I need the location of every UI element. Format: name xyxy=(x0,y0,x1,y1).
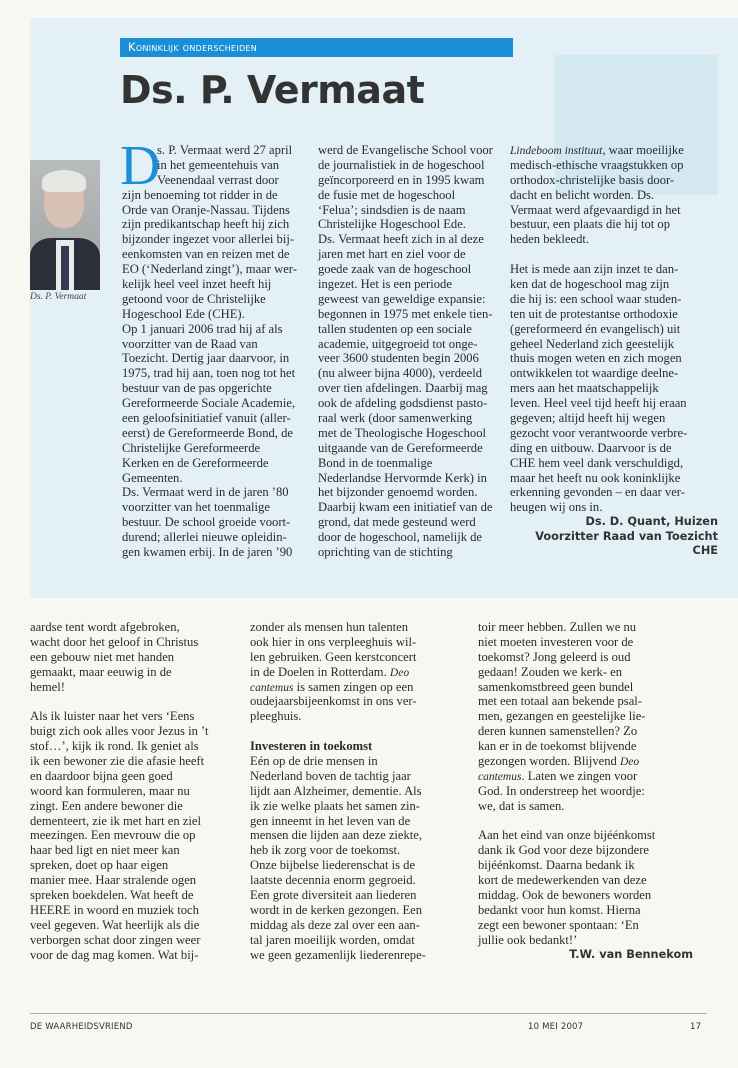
text-line: meezingen. Een mevrouw die op xyxy=(30,828,196,843)
text-line: Het is mede aan zijn inzet te dan- xyxy=(510,262,679,277)
text-line: Christelijke Gereformeerde xyxy=(122,440,261,455)
paragraph-block xyxy=(318,143,503,560)
text-line: heden bekleedt. xyxy=(510,232,590,247)
text-line xyxy=(250,665,460,680)
text-line xyxy=(30,694,235,709)
paragraph-block xyxy=(510,143,718,515)
text-line: Bond in de toenmalige xyxy=(318,455,433,470)
text-line: orthodox-christelijke basis door- xyxy=(510,172,675,187)
text-line: de fusie met de hogeschool xyxy=(318,187,456,202)
text-line: Op 1 januari 2006 trad hij af als xyxy=(122,321,283,336)
text-line: zegt een bewoner spontaan: ‘En xyxy=(478,917,639,932)
text-line: een gebouw niet met handen xyxy=(30,649,175,664)
text-line: grond, dat mede gesteund werd xyxy=(318,515,476,530)
italic-text: cantemus xyxy=(250,681,294,694)
text-line: medisch-ethische vraagstukken op xyxy=(510,157,684,172)
text-line: in het gemeentehuis van xyxy=(157,157,280,172)
text-line: durend; allerlei nieuwe opleidin- xyxy=(122,530,287,545)
text-line: laatste decennia enorm gegroeid. xyxy=(250,873,416,888)
text-line: buigt zich ook alles voor Jezus in ’t xyxy=(30,724,209,739)
text-line: Een grote diversiteit aan liederen xyxy=(250,888,417,903)
text-line: Orde van Oranje-Nassau. Tijdens xyxy=(122,202,290,217)
photo-tie xyxy=(61,246,69,290)
text-line: kan er in de toekomst blijvende xyxy=(478,739,637,754)
text-line: heugen wij ons in. xyxy=(510,500,603,515)
text-line: pleeghuis. xyxy=(250,709,302,724)
text-line xyxy=(510,143,718,158)
italic-text: Deo xyxy=(620,756,640,769)
text-line: tallen studenten op een sociale xyxy=(318,321,472,336)
text-line xyxy=(478,754,693,769)
text-line xyxy=(250,739,460,754)
text-line: Ds. Vermaat heeft zich in al deze xyxy=(318,232,484,247)
text-line: bestuur. De school groeide voort- xyxy=(122,515,291,530)
text-line: (gereformeerd én evangelisch) uit xyxy=(510,321,681,336)
text-line: CHE hem veel dank verschuldigd, xyxy=(510,455,684,470)
text-line: bestuur, een plaats die hij tot op xyxy=(510,217,671,232)
text-line: eenkomsten van en reizen met de xyxy=(122,247,290,262)
text-line: academie, uitgegroeid tot onge- xyxy=(318,336,478,351)
page-title: Ds. P. Vermaat xyxy=(120,68,425,112)
text-line: dacht en belicht worden. Ds. xyxy=(510,187,655,202)
text-line: God. In onderstreep het woordje: xyxy=(478,783,645,798)
signature-line: Ds. D. Quant, Huizen xyxy=(585,515,718,529)
drop-cap: D xyxy=(120,135,161,197)
text-line: verborgen schat door zingen weer xyxy=(30,932,201,947)
bottom-column-3 xyxy=(478,620,693,962)
text-line: jullie ook bedankt!’ xyxy=(478,932,578,947)
text-line: spreken boekdelen. Wat heeft de xyxy=(30,888,194,903)
text-line: zijn benoeming tot ridder in de xyxy=(122,187,278,202)
portrait-photo xyxy=(30,160,100,290)
text-line: werd de Evangelische School voor xyxy=(318,143,493,157)
text-line: bijzonder ingezet voor allerlei bij- xyxy=(122,232,295,247)
text-line: Gereformeerde Sociale Academie, xyxy=(122,396,296,411)
text-line: uitgaande van de Gereformeerde xyxy=(318,440,483,455)
text-line: Veenendaal verrast door xyxy=(157,172,279,187)
text-line: bedankt voor hun komst. Hierna xyxy=(478,902,641,917)
text-line: begonnen in 1975 met enkele tien- xyxy=(318,306,493,321)
text-line: voorzitter van de Raad van xyxy=(122,336,258,351)
page-number: 17 xyxy=(690,1022,702,1032)
text-line: mers aan het maatschappelijk xyxy=(510,381,659,396)
text-line: samenkomstbreed geen bundel xyxy=(478,679,634,694)
text-line: ik een bewoner zie die afasie heeft xyxy=(30,754,205,769)
text-line: 1975, trad hij aan, toen nog tot het xyxy=(122,366,296,381)
text-line: Gemeenten. xyxy=(122,470,183,485)
photo-hair xyxy=(42,170,86,192)
text-line: middag. Ook de bewoners worden xyxy=(478,888,652,903)
text-line: voor de dag mag komen. Wat bij- xyxy=(30,947,199,962)
text-line: middag als deze zal over een aan- xyxy=(250,917,420,932)
subheading: Investeren in toekomst xyxy=(250,739,373,754)
text-line: dementeert, zie ik met hart en ziel xyxy=(30,813,201,828)
text-line: gen inneemt in het leven van de xyxy=(250,813,411,828)
text-line: Eén op de drie mensen in xyxy=(250,754,378,769)
signature-line: Voorzitter Raad van Toezicht xyxy=(535,529,718,543)
text-line xyxy=(510,247,718,262)
text-line: spreken, doet op haar eigen xyxy=(30,858,169,873)
text-line: thuis mogen weten en zich mogen xyxy=(510,351,682,366)
signature-line: CHE xyxy=(692,544,718,558)
text-line: manier mee. Haar stralende ogen xyxy=(30,873,197,888)
text-line xyxy=(250,724,460,739)
footer-publication: DE WAARHEIDSVRIEND xyxy=(30,1022,133,1032)
text-line: en daardoor bijna geen goed xyxy=(30,768,173,783)
text-line: getoond voor de Christelijke xyxy=(122,291,266,306)
text-line: voorzitter van het toenmalige xyxy=(122,500,270,515)
text-line: kelijk heel veel inzet heeft hij xyxy=(122,277,272,292)
text-line: deren kunnen samenstellen? Zo xyxy=(478,724,638,739)
text-line: EO (‘Nederland zingt’), maar wer- xyxy=(122,262,297,277)
text-line: gegeven; altijd heeft hij wegen xyxy=(510,411,666,426)
text-line: we geen gezamenlijk liederenrepe- xyxy=(250,947,426,962)
text-line: aardse tent wordt afgebroken, xyxy=(30,620,180,634)
text-line: die hij is: een school waar studen- xyxy=(510,291,682,306)
text-line: zingt. Een andere bewoner die xyxy=(30,798,183,813)
text-line: ten uit de protestantse orthodoxie xyxy=(510,306,678,321)
text-line: Onze bijbelse liederenschat is de xyxy=(250,858,416,873)
text-line: bestuur van de pas opgerichte xyxy=(122,381,272,396)
text-line: de journalistiek in de hogeschool xyxy=(318,157,485,172)
text-segment: is samen zingen op een xyxy=(293,679,414,694)
text-line: Vermaat werd afgevaardigd in het xyxy=(510,202,681,217)
signature xyxy=(510,515,718,559)
text-line xyxy=(478,814,693,829)
italic-text: cantemus xyxy=(478,770,522,783)
bottom-column-1 xyxy=(30,620,235,962)
text-line: s. P. Vermaat werd 27 april xyxy=(157,143,293,157)
text-line: dank ik God voor deze bijzondere xyxy=(478,843,650,858)
text-line: we, dat is samen. xyxy=(478,798,565,813)
paragraph-block xyxy=(30,620,235,962)
section-kicker: Koninklijk onderscheiden xyxy=(120,38,513,57)
text-segment: . Laten we zingen voor xyxy=(521,768,638,783)
text-line: oprichting van de stichting xyxy=(318,545,453,560)
italic-text: Lindeboom instituut xyxy=(510,145,603,157)
text-line: mensen die lijden aan deze ziekte, xyxy=(250,828,423,843)
text-line: met een totaal aan bekende psal- xyxy=(478,694,642,709)
text-line: zonder als mensen hun talenten xyxy=(250,620,409,634)
text-line: hemel! xyxy=(30,679,65,694)
text-line: woord kan formuleren, maar nu xyxy=(30,783,190,798)
text-line: lijdt aan Alzheimer, dementie. Als xyxy=(250,783,422,798)
text-line: Kerken en de Gereformeerde xyxy=(122,455,269,470)
text-line: met de Theologische Hogeschool xyxy=(318,425,486,440)
text-line: raal werk (door samenwerking xyxy=(318,411,473,426)
text-line: maar het heeft nu ook koninklijke xyxy=(510,470,681,485)
text-segment: in de Doelen in Rotterdam. xyxy=(250,664,390,679)
text-segment: gezongen worden. Blijvend xyxy=(478,754,620,769)
text-line: een geloofsinitiatief vanuit (aller- xyxy=(122,411,291,426)
text-line: heb ik zorg voor de toekomst. xyxy=(250,843,401,858)
text-line: niet moeten investeren voor de xyxy=(478,634,634,649)
signature xyxy=(478,948,693,963)
text-line: erkenning gevonden – en daar ver- xyxy=(510,485,685,500)
paragraph-block xyxy=(120,135,307,560)
text-segment: , waar moeilijke xyxy=(602,143,684,157)
top-column-2 xyxy=(318,143,503,560)
text-line: (nu alweer bijna 4000), verdeeld xyxy=(318,366,483,381)
photo-caption: Ds. P. Vermaat xyxy=(30,292,87,302)
paragraph-block xyxy=(478,620,693,948)
text-line: stof…’, kijk ik rond. Ik geniet als xyxy=(30,739,199,754)
text-line: haar bed ligt en niet meer kan xyxy=(30,843,180,858)
text-line: Christelijke Hogeschool Ede. xyxy=(318,217,466,232)
text-line: toekomst? Jong geleerd is oud xyxy=(478,649,631,664)
text-line: toir meer hebben. Zullen we nu xyxy=(478,620,637,634)
text-line xyxy=(478,769,693,784)
top-column-1 xyxy=(120,135,307,560)
text-line: Toezicht. Dertig jaar daarvoor, in xyxy=(122,351,290,366)
text-line: jaren met hart en ziel voor de xyxy=(318,247,466,262)
text-line: len gebruiken. Geen kerstconcert xyxy=(250,649,417,664)
text-line: door de hogeschool, namelijk de xyxy=(318,530,483,545)
text-line: HEERE in woord en muziek toch xyxy=(30,902,199,917)
top-column-3 xyxy=(510,143,718,559)
text-line: over tien afdelingen. Daarbij mag xyxy=(318,381,488,396)
signature-line: T.W. van Bennekom xyxy=(569,947,693,961)
text-line: oudejaarsbijeenkomst in ons ver- xyxy=(250,694,417,709)
text-line: gedaan! Zouden we kerk- en xyxy=(478,664,623,679)
text-line: wordt in de kerken gezongen. Een xyxy=(250,902,423,917)
text-line: goede zaak van de hogeschool xyxy=(318,262,472,277)
text-line: ingezet. Het is een periode xyxy=(318,277,452,292)
text-line: veer 3600 studenten begin 2006 xyxy=(318,351,479,366)
footer-date: 10 MEI 2007 xyxy=(528,1022,584,1032)
text-line: gezocht voor verantwoorde verbre- xyxy=(510,425,688,440)
text-line: ook de afdeling godsdienst pasto- xyxy=(318,396,488,411)
text-line xyxy=(250,680,460,695)
text-line: veel gegeven. Wat heerlijk als die xyxy=(30,917,200,932)
text-line: ook hier in ons verpleeghuis wil- xyxy=(250,634,417,649)
text-line: wacht door het geloof in Christus xyxy=(30,634,199,649)
text-line: Ds. Vermaat werd in de jaren ’80 xyxy=(122,485,289,500)
text-line: leven. Heel veel tijd heeft hij eraan xyxy=(510,396,687,411)
text-line: geheel Nederland zich geestelijk xyxy=(510,336,674,351)
text-line: ‘Felua’; sindsdien is de naam xyxy=(318,202,466,217)
text-line: Nederlandse Hervormde Kerk) in xyxy=(318,470,487,485)
text-line: eerst) de Gereformeerde Bond, de xyxy=(122,425,293,440)
text-line: bijéénkomst. Daarna bedank ik xyxy=(478,858,635,873)
italic-text: Deo xyxy=(389,666,410,679)
text-line: tal jaren moeilijk worden, omdat xyxy=(250,932,415,947)
text-line: ken dat de hogeschool mag zijn xyxy=(510,277,670,292)
text-line: geïncorporeerd en in 1995 kwam xyxy=(318,172,485,187)
footer-rule xyxy=(30,1013,707,1014)
text-line: ontwikkelen tot waardige deelne- xyxy=(510,366,679,381)
text-line: Aan het eind van onze bijéénkomst xyxy=(478,828,656,843)
text-line: kort de medewerkenden van deze xyxy=(478,873,647,888)
text-line: gemaakt, maar eeuwig in de xyxy=(30,664,172,679)
text-line: Als ik luister naar het vers ‘Eens xyxy=(30,709,195,724)
text-line: Hogeschool Ede (CHE). xyxy=(122,306,245,321)
text-line: geweest van geweldige expansie: xyxy=(318,291,486,306)
text-line: men, gezangen en geestelijke lie- xyxy=(478,709,646,724)
bottom-column-2 xyxy=(250,620,460,962)
text-line: ding en uitbouw. Daarvoor is de xyxy=(510,440,672,455)
text-line: zijn predikantschap heeft hij zich xyxy=(122,217,290,232)
text-line: ik zie welke plaats het samen zin- xyxy=(250,798,420,813)
paragraph-block xyxy=(250,620,460,962)
text-line: het bijzonder genoemd worden. xyxy=(318,485,478,500)
text-line: Daarbij kwam een initiatief van de xyxy=(318,500,493,515)
text-line: gen kwamen erbij. In de jaren ’90 xyxy=(122,545,293,560)
text-line: Nederland boven de tachtig jaar xyxy=(250,768,411,783)
